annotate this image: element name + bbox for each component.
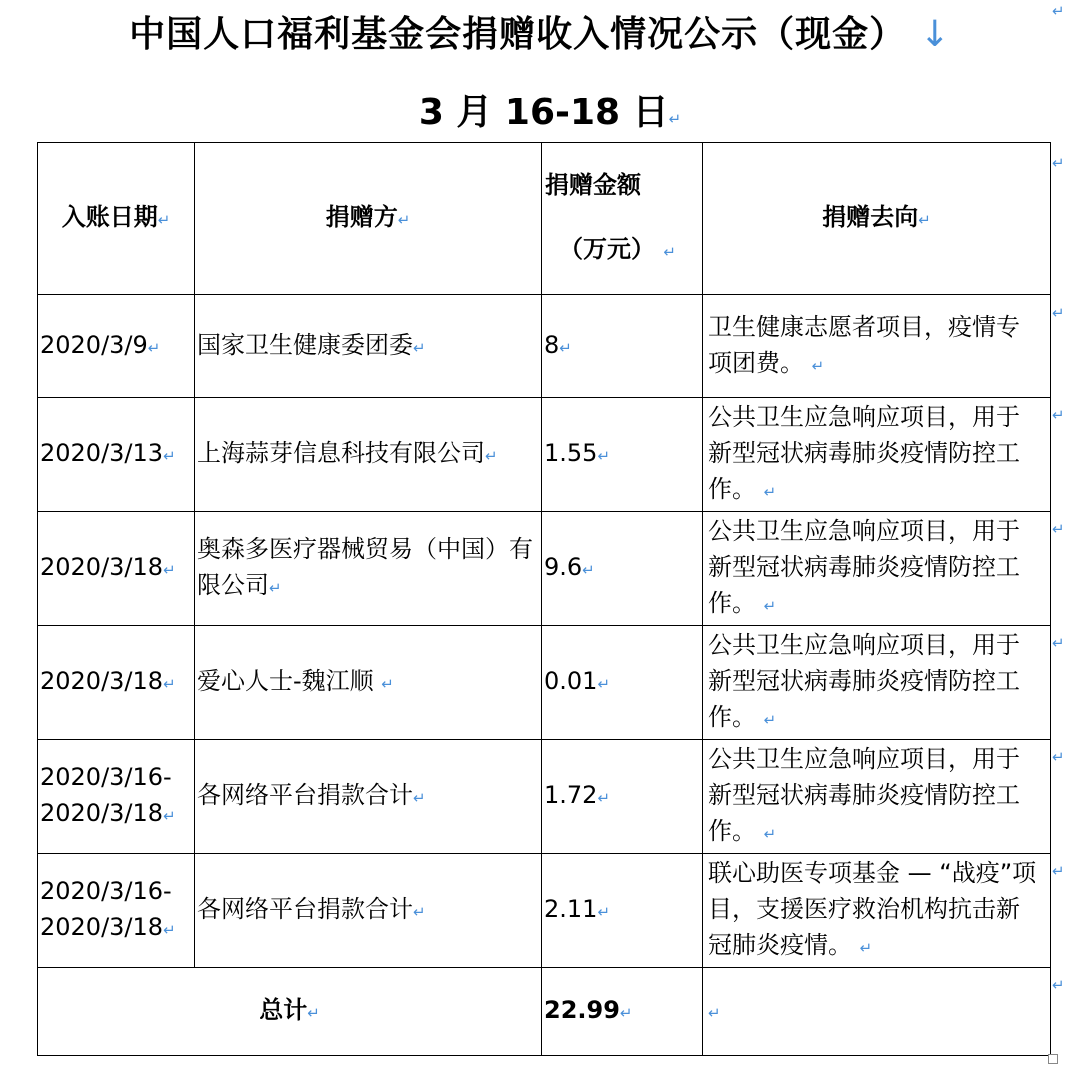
header-amount: 捐赠金额 （万元） ↵ [542, 143, 703, 295]
cell-destination: 公共卫生应急响应项目，用于新型冠状病毒肺炎疫情防控工作。 ↵ [703, 398, 1051, 512]
table-row [38, 295, 1051, 398]
cell-date: 2020/3/16-2020/3/18↵ [38, 854, 195, 968]
donation-table [37, 142, 1051, 1056]
cell-donor: 各网络平台捐款合计↵ [195, 854, 542, 968]
cell-amount: 1.55↵ [542, 398, 703, 512]
total-amount: 22.99↵ [542, 968, 703, 1056]
cell-destination: 公共卫生应急响应项目，用于新型冠状病毒肺炎疫情防控工作。 ↵ [703, 740, 1051, 854]
return-mark: ↵ [1052, 862, 1065, 880]
table-row [38, 740, 1051, 854]
cell-date: 2020/3/9↵ [38, 295, 195, 398]
cell-destination: 公共卫生应急响应项目，用于新型冠状病毒肺炎疫情防控工作。 ↵ [703, 626, 1051, 740]
cell-donor: 爱心人士-魏江顺 ↵ [195, 626, 542, 740]
cell-date: 2020/3/18↵ [38, 512, 195, 626]
return-mark: ↵ [1052, 2, 1065, 20]
table-row [38, 626, 1051, 740]
total-row [38, 968, 1051, 1056]
return-mark: ↵ [1052, 976, 1065, 994]
table-row [38, 512, 1051, 626]
cell-date: 2020/3/18↵ [38, 626, 195, 740]
return-mark: ↵ [1052, 154, 1065, 172]
header-destination: 捐赠去向↵ [703, 143, 1051, 295]
page-title [0, 6, 1080, 57]
cell-amount: 8↵ [542, 295, 703, 398]
page-subtitle [0, 84, 1080, 135]
cell-amount: 9.6↵ [542, 512, 703, 626]
return-mark: ↵ [1052, 748, 1065, 766]
cell-destination: 联心助医专项基金 — “战疫”项目，支援医疗救治机构抗击新冠肺炎疫情。 ↵ [703, 854, 1051, 968]
return-mark: ↵ [1052, 406, 1065, 424]
cell-donor: 各网络平台捐款合计↵ [195, 740, 542, 854]
return-mark: ↵ [1052, 304, 1065, 322]
cell-date: 2020/3/13↵ [38, 398, 195, 512]
cell-destination: 卫生健康志愿者项目，疫情专项团费。 ↵ [703, 295, 1051, 398]
table-row [38, 854, 1051, 968]
cell-amount: 1.72↵ [542, 740, 703, 854]
return-mark: ↵ [668, 110, 682, 128]
table-header-row [38, 143, 1051, 295]
cell-amount: 2.11↵ [542, 854, 703, 968]
total-destination: ↵ [703, 968, 1051, 1056]
table-row [38, 398, 1051, 512]
cell-donor: 奥森多医疗器械贸易（中国）有限公司↵ [195, 512, 542, 626]
table-resize-handle[interactable] [1048, 1054, 1058, 1064]
down-arrow-icon: ↓ [919, 14, 951, 55]
header-date: 入账日期↵ [38, 143, 195, 295]
header-donor: 捐赠方↵ [195, 143, 542, 295]
cell-amount: 0.01↵ [542, 626, 703, 740]
cell-destination: 公共卫生应急响应项目，用于新型冠状病毒肺炎疫情防控工作。 ↵ [703, 512, 1051, 626]
subtitle-text: 3 月 16-18 日 [418, 92, 669, 133]
cell-donor: 上海蒜芽信息科技有限公司↵ [195, 398, 542, 512]
return-mark: ↵ [1052, 520, 1065, 538]
title-text: 中国人口福利基金会捐赠收入情况公示（现金） [129, 14, 907, 55]
return-mark: ↵ [1052, 634, 1065, 652]
cell-date: 2020/3/16-2020/3/18↵ [38, 740, 195, 854]
cell-donor: 国家卫生健康委团委↵ [195, 295, 542, 398]
total-label: 总计↵ [38, 968, 542, 1056]
